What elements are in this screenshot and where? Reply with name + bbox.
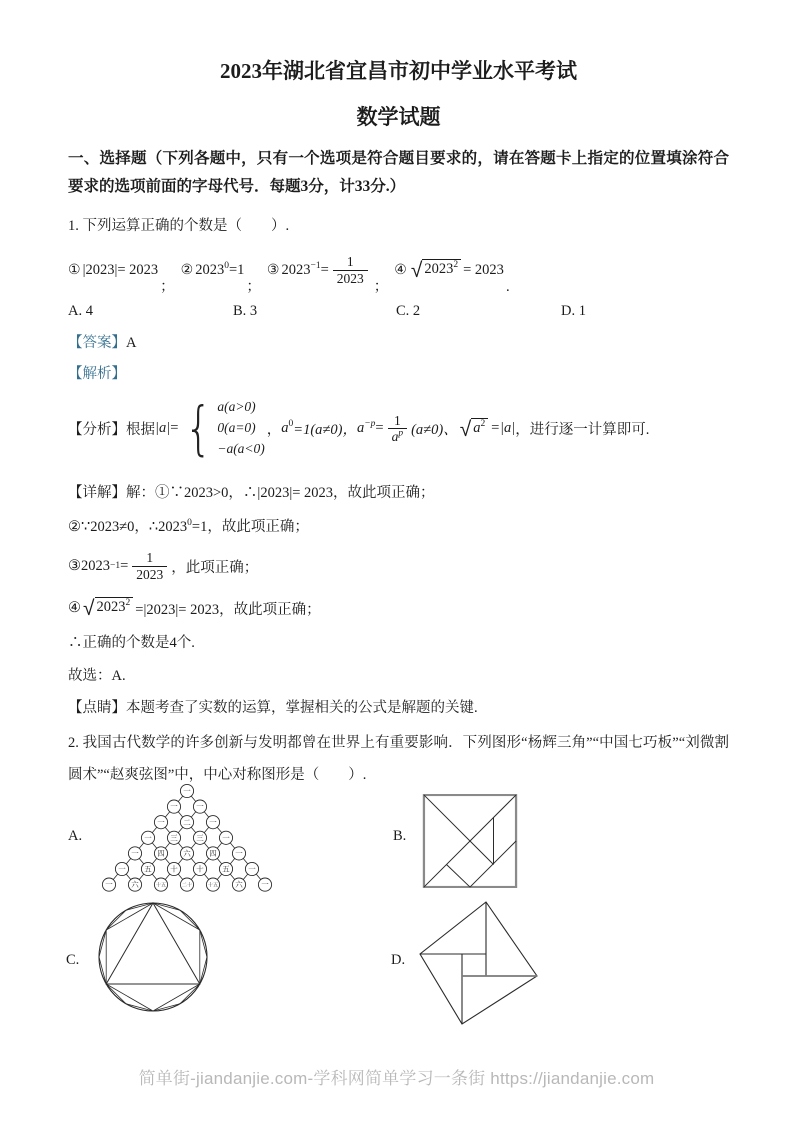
xiangjie-line-4: ④ √ 2023$^2$ =|2023|= 2023，故此项正确； — [68, 596, 321, 621]
left-brace: { — [185, 394, 213, 463]
svg-text:十五: 十五 — [155, 882, 167, 889]
formula-a-pow-neg-p: $a^{-p}=$ — [356, 419, 384, 437]
svg-text:一: 一 — [131, 849, 139, 858]
xiangjie-text-1: 解：①∵2023>0，∴|2023|= 2023，故此项正确； — [126, 484, 435, 501]
abs-a: |a| — [155, 420, 171, 437]
circle-cutting-figure — [92, 896, 214, 1014]
separator: . — [505, 279, 510, 296]
figure-label-b: B. — [393, 828, 407, 844]
separator: ； — [246, 279, 261, 296]
svg-text:五: 五 — [144, 864, 152, 874]
comma: ， — [266, 422, 282, 439]
svg-text:四: 四 — [209, 849, 217, 858]
tangram-figure — [420, 794, 520, 888]
separator: ； — [373, 279, 389, 296]
svg-text:一: 一 — [261, 880, 269, 890]
svg-text:一: 一 — [222, 833, 230, 843]
dianjing-text: 本题考查了实数的运算，掌握相关的公式是解题的关键. — [126, 699, 478, 716]
case-3: −a(a<0) — [217, 441, 265, 457]
figure-label-c: C. — [66, 952, 80, 968]
svg-text:六: 六 — [131, 880, 139, 890]
conclusion-count: ∴正确的个数是4个. — [68, 635, 195, 652]
svg-text:二十: 二十 — [181, 882, 193, 889]
yanghui-triangle-figure — [93, 783, 281, 897]
formula-a-pow-0: $a^0$ — [281, 419, 294, 437]
section-header: 一、选择题（下列各题中，只有一个选项是符合题目要求的，请在答题卡上指定的位置填涂符合要求的选项前面的字母代号．每题3分，计33分.） — [68, 149, 729, 196]
item-number-1: ① — [68, 262, 81, 278]
xiangjie-line-2: ②∵2023≠0，$\therefore 2023^0=1$，故此项正确； — [68, 518, 309, 536]
svg-text:三: 三 — [196, 833, 204, 843]
page-title: 2023年湖北省宜昌市初中学业水平考试 — [220, 59, 577, 83]
equals: = — [170, 420, 179, 437]
question-2-stem: 2. 我国古代数学的许多创新与发明都曾在世界上有重要影响．下列图形“杨辉三角”“中国七巧板”“刘微割圆术”“赵爽弦图”中，中心对称图形是（ ）. — [68, 735, 729, 784]
formula-square-root: √ 2023$^2$ — [411, 259, 461, 281]
svg-text:三: 三 — [170, 833, 178, 843]
piecewise-cases — [180, 394, 265, 463]
fraction-1-over-a-p: $\frac{1}{a^p}$ — [388, 413, 408, 445]
formula-abs-2023: |2023|= 2023 — [82, 261, 159, 278]
svg-text:一: 一 — [105, 880, 113, 890]
sqrt-2023-squared-detail: √ 2023$^2$ — [83, 597, 133, 619]
jiexi-tag: 【解析】 — [68, 366, 126, 383]
item-number-3: ③ — [266, 262, 280, 278]
svg-text:一: 一 — [183, 786, 191, 796]
svg-text:一: 一 — [157, 817, 165, 827]
fenxi-tail: ，进行逐一计算即可. — [515, 422, 650, 439]
dianjing-tag: 【点睛】 — [68, 699, 126, 716]
svg-text:一: 一 — [248, 864, 256, 874]
case-1: a(a>0) — [217, 399, 256, 415]
fenxi-tag: 【分析】 — [68, 422, 126, 439]
answer-tag: 【答案】 — [68, 335, 126, 352]
formula-equals-2023: = 2023 — [463, 261, 504, 278]
svg-text:十: 十 — [196, 864, 204, 874]
svg-text:一: 一 — [209, 817, 217, 827]
conclusion-choice: 故选：A. — [68, 667, 126, 684]
svg-text:十: 十 — [170, 864, 178, 874]
option-c: C. 2 — [396, 303, 421, 320]
question-1-formula-line — [68, 244, 729, 296]
svg-text:四: 四 — [157, 849, 165, 858]
svg-text:一: 一 — [170, 802, 178, 812]
xiantu-figure — [414, 896, 546, 1032]
svg-text:五: 五 — [222, 864, 230, 874]
dianjing-line — [68, 698, 729, 718]
site-watermark: 简单街-jiandanjie.com-学科网简单学习一条街 https://jiandanjie.com — [138, 1069, 655, 1088]
option-b: B. 3 — [233, 303, 258, 320]
option-a: A. 4 — [68, 303, 93, 320]
xiangjie-tag: 【详解】 — [68, 484, 126, 501]
a-pow-p-condition: (a≠0)、 — [411, 422, 458, 439]
case-2: 0(a=0) — [217, 420, 256, 436]
option-d: D. 1 — [561, 303, 586, 320]
answer-value: A — [126, 335, 137, 352]
item-number-2: ② — [180, 262, 194, 278]
sqrt-rhs: =|a| — [490, 420, 516, 437]
xiangjie-line-3: ③2023 −1 = $\frac{1}{2023}$ ，此项正确； — [68, 550, 259, 582]
a-pow-0-rhs: =1(a≠0)， — [293, 422, 357, 439]
svg-text:一: 一 — [144, 833, 152, 843]
fenxi-line — [68, 393, 729, 465]
svg-text:十五: 十五 — [207, 882, 219, 889]
fraction-1-over-2023: $\frac{1}{2023}$ — [333, 254, 368, 286]
separator: ； — [160, 279, 175, 296]
figure-label-a: A. — [68, 828, 83, 844]
formula-power-zero: $2023^0=1$ — [195, 260, 245, 278]
svg-text:二: 二 — [183, 817, 191, 827]
xiangjie-line-1 — [68, 483, 729, 503]
figure-label-d: D. — [391, 952, 406, 968]
svg-text:一: 一 — [235, 849, 243, 858]
answer-line — [68, 333, 729, 353]
jiexi-line — [68, 364, 729, 384]
page-subtitle: 数学试题 — [356, 105, 441, 130]
svg-text:一: 一 — [118, 864, 126, 874]
svg-text:六: 六 — [235, 880, 243, 890]
svg-text:一: 一 — [196, 802, 204, 812]
question-1-options — [68, 303, 729, 320]
svg-text:六: 六 — [183, 849, 191, 858]
item-number-4: ④ — [394, 262, 407, 278]
fenxi-text: 根据 — [126, 422, 155, 439]
fraction-1-over-2023-detail: $\frac{1}{2023}$ — [132, 550, 167, 582]
question-1-stem: 1. 下列运算正确的个数是（ ）. — [68, 217, 290, 234]
formula-negative-power: $2023^{-1}=$ — [281, 260, 329, 278]
sqrt-a-squared: √ $a^2$ — [460, 418, 489, 440]
